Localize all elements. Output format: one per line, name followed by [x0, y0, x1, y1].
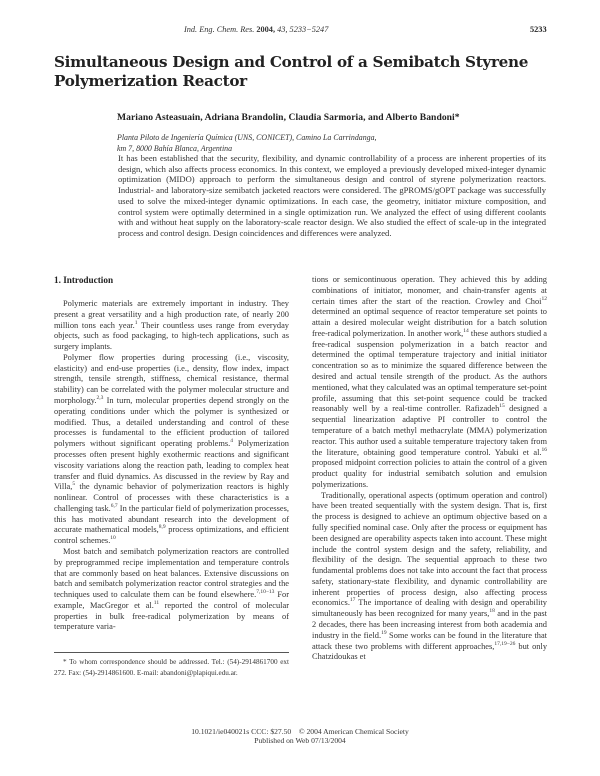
citation-ref[interactable]: 2,3 [96, 395, 104, 402]
left-column [54, 299, 289, 633]
citation-ref[interactable]: 18 [489, 608, 495, 615]
journal-year: 2004, [256, 25, 276, 34]
citation-ref[interactable]: 10 [110, 535, 116, 542]
paragraph: Polymeric materials are extremely important in industry. They present a great versatility and a high production rate, of nearly 200 million tons each year.$^1$ Their countless uses range from everyday objects, such as food packaging, to high-tech applications, such as surgery implants. [54, 299, 289, 352]
citation-ref[interactable]: 12 [541, 295, 547, 302]
abstract: It has been established that the security, flexibility, and dynamic controllability of a process are inherent properties of its design, which also affects process economics. In this context, we employed a previously developed mixed-integer dynamic optimization (MIDO) approach to perform the simultaneous design and control of styrene polymerization reactors. Industrial- and laboratory-size semibatch jacketed reactors were considered. The gPROMS/gOPT package was successfully used to solve the mixed-integer dynamic optimizations. In each case, the geometry, initiator mixture composition, and control system were optimally determined in a single optimization run. We analyzed the effect of using different coolants with and without heat supply on the laboratory-scale reactor design. We also studied the effect of scale-up in the integrated process and control design. Design coincidences and differences were analyzed. [118, 153, 546, 238]
citation-ref[interactable]: 17 [349, 597, 356, 604]
doi-price: 10.1021/ie040021s CCC: $27.50 [191, 727, 292, 736]
journal-citation [184, 25, 328, 34]
paragraph: Most batch and semibatch polymerization reactors are controlled by preprogrammed recipe implementation and temperature controls that are commonly based on heat balances. Extensive discussions on batch and semibatch polymerization reactor control strategies and the techniques used to calculate them can be found elsewhere.$^{7,10-13}$ For example, MacGregor et al.$^{11}$ reported the control of molecular properties in bulk free-radical polymerization by means of temperature varia- [54, 546, 289, 632]
article-title: Simultaneous Design and Control of a Semibatch Styrene Polymerization Reactor [54, 53, 529, 90]
page-number: 5233 [530, 25, 547, 34]
footnote-divider [54, 652, 289, 653]
citation-ref[interactable]: 4 [230, 438, 234, 445]
citation-ref[interactable]: 15 [499, 403, 505, 410]
citation-ref[interactable]: 6,7 [110, 502, 118, 509]
affiliation-line-2: km 7, 8000 Bahía Blanca, Argentina [117, 143, 233, 153]
paragraph: Polymer flow properties during processing (i.e., viscosity, elasticity) and end-use properties (i.e., density, flow index, impact strength, tensile strength, stiffness, chemical resistance, thermal stability) can be correlated with the polymer molecular structure and morphology.$^{2,3}$ In turn, molecular properties depend strongly on the operating conditions under which the polymer is synthesized or modified. Thus, a detailed understanding and control of these processes is fundamental to the efficient production of tailored polymers without significant operating problems.$^4$ Polymerization processes often present highly exothermic reactions and significant viscosity variations along the reaction path, leading to complex heat transfer and fluid dynamics. As discussed in the review by Ray and Villa,$^5$ the dynamic behavior of polymerization reactors is highly nonlinear. Control of processes with these characteristics is a challenging task.$^{6,7}$ In the particular field of polymerization processes, this has motivated abundant research into the development of accurate mathematical models,$^{8,9}$ process optimizations, and efficient control schemes.$^{10}$ [54, 352, 289, 546]
citation-ref[interactable]: 16 [541, 446, 547, 453]
author-list: Mariano Asteasuain, Adriana Brandolin, Claudia Sarmoria, and Alberto Bandoni* [117, 112, 460, 123]
paragraph: tions or semicontinuous operation. They achieved this by adding combinations of initiator, monomer, and chain-transfer agents at certain times after the start of the reaction. Crowley and Choi$^{12}$ determined an optimal sequence of reactor temperature set points to attain a desired molecular weight distribution for a batch solution free-radical polymerization. In another work,$^{14}$ these authors studied a free-radical suspension polymerization in a batch reactor and determined the optimal temperature trajectory and initial initiator concentration so as to minimize the squared difference between the desired and actual tensile strength of the product. As the authors mentioned, what they calculated was an optimal temperature set-point profile, assuming that this set-point sequence could be tracked reasonably well by a real-time controller. Rafizadeh$^{15}$ designed a sequential linearization adaptive PI controller to control the temperature of a batch methyl methacrylate (MMA) polymerization reactor. This author used a suitable temperature trajectory taken from the literature, obtaining good temperature control. Yabuki et al.$^{16}$ proposed midpoint correction policies to attain the control of a given product quality for industrial semibatch solution and emulsion polymerizations. [312, 275, 547, 489]
citation-ref[interactable]: 5 [72, 481, 76, 488]
section-heading: 1. Introduction [54, 275, 114, 285]
right-column [312, 275, 547, 663]
footer-published: Published on Web 07/13/2004 [254, 736, 346, 745]
citation-ref[interactable]: 17,19−26 [494, 640, 516, 647]
paragraph: Traditionally, operational aspects (optimum operation and control) have been treated sequentially with the system design. That is, first the process is designed to achieve an optimum objective based on a fully specified nominal case. Only after the process or equipment has been designed are operability aspects taken into account. These might include the control system design and the safety, reliability, and flexibility of the design. The sequential approach to these two fundamental problems does not take into account the fact that process safety, stationary-state flexibility, and dynamic controllability are inherent properties of process design, also affecting process economics.$^{17}$ The importance of dealing with design and operability simultaneously has been recognized for many years,$^{18}$ and in the past 2 decades, there has been increasing interest from both academia and industry in the field.$^{19}$ Some works can be found in the literature that attack these two problems with different approaches,$^{17,19-26}$ but only Chatzidoukas et [312, 490, 548, 662]
footer-doi-copyright [0, 727, 600, 736]
affiliation-line-1: Planta Piloto de Ingeniería Química (UNS, CONICET), Camino La Carrindanga, [117, 133, 377, 142]
citation-ref[interactable]: 11 [153, 599, 160, 606]
journal-abbrev: Ind. Eng. Chem. Res. [184, 25, 255, 34]
citation-ref[interactable]: 7,10−13 [256, 589, 275, 596]
affiliation [117, 133, 377, 154]
citation-ref[interactable]: 1 [134, 319, 138, 326]
correspondence-footnote: * To whom correspondence should be addressed. Tel.: (54)-2914861700 ext 272. Fax: (54)-2914861600. E-mail: abandoni@plapiqui.edu.ar. [54, 658, 289, 677]
citation-ref[interactable]: 8,9 [158, 524, 166, 531]
citation-ref[interactable]: 14 [463, 327, 469, 334]
copyright: © 2004 American Chemical Society [298, 727, 409, 736]
citation-ref[interactable]: 19 [381, 629, 387, 636]
journal-volume-pages: 43, 5233−5247 [277, 25, 329, 34]
